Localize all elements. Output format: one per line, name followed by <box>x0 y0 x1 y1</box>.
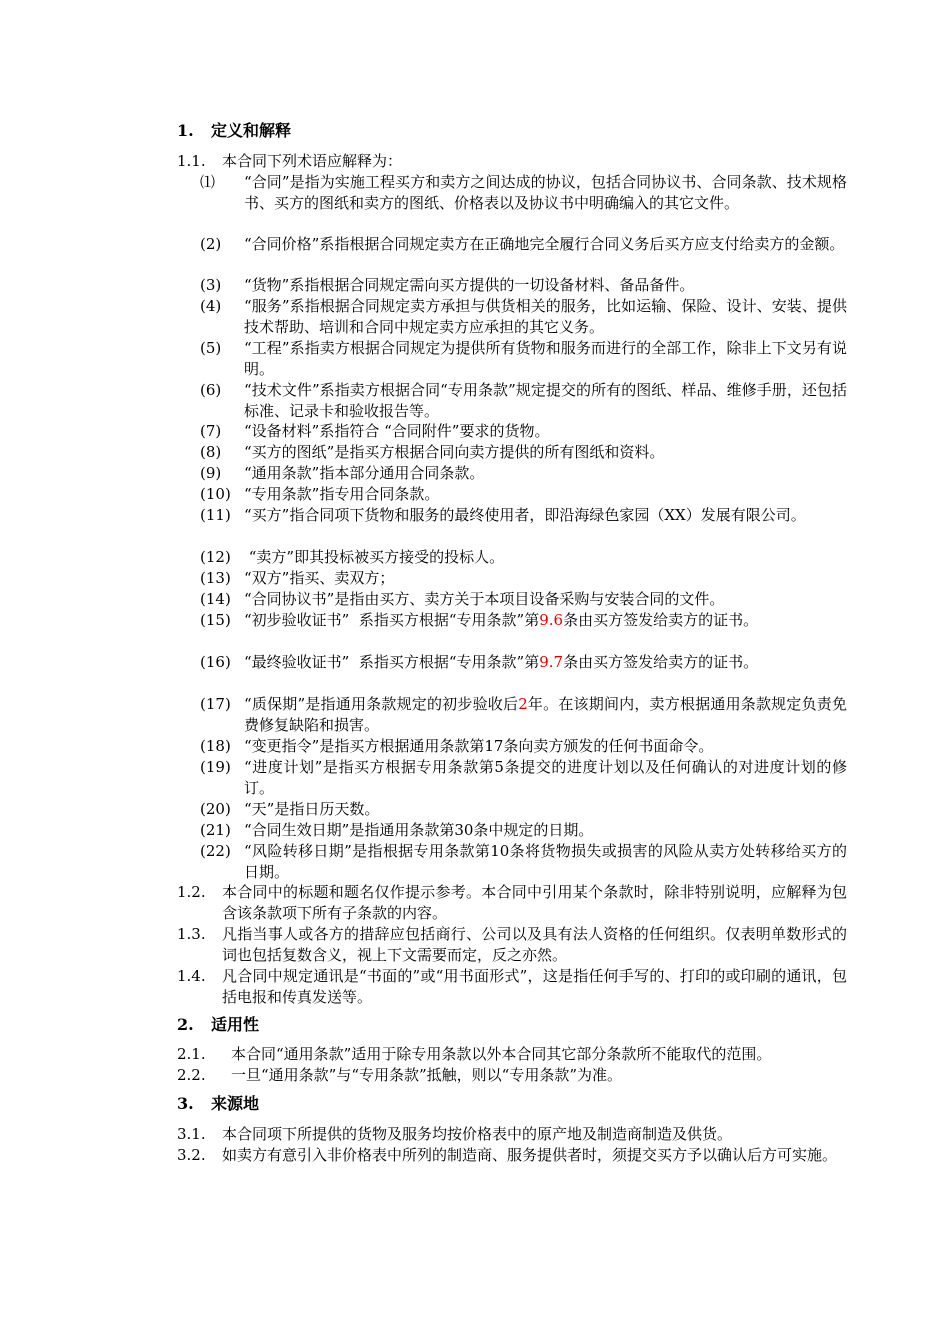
clause-text: 凡指当事人或各方的措辞应包括商行、公司以及具有法人资格的任何组织。仅表明单数形式的词也包括复数含义，视上下文需要而定，反之亦然。 <box>222 925 847 964</box>
definition-item-3 <box>200 275 847 296</box>
section-number: 2. <box>177 1015 194 1034</box>
item-text-post: 年。在该期间内，卖方根据通用条款规定负责免费修复缺陷和损害。 <box>244 695 847 734</box>
definition-item-7 <box>200 421 847 442</box>
item-text-post: 条由买方签发给卖方的证书。 <box>563 653 759 671</box>
clause-1-1 <box>177 151 847 172</box>
clause-number: 3.1. <box>177 1125 206 1143</box>
definition-item-13 <box>200 568 847 589</box>
section-number: 1. <box>177 121 194 140</box>
item-text: “进度计划”是指买方根据专用条款第5条提交的进度计划以及任何确认的对进度计划的修订。 <box>244 758 847 797</box>
clause-number: 1.1. <box>177 152 206 170</box>
item-number: (11) <box>200 506 231 524</box>
clause-text: 本合同“通用条款”适用于除专用条款以外本合同其它部分条款所不能取代的范围。 <box>231 1045 772 1063</box>
definition-item-8 <box>200 442 847 463</box>
item-number: (22) <box>200 842 231 860</box>
clause-2-2 <box>177 1065 847 1086</box>
item-number: (6) <box>200 381 222 399</box>
item-number: (17) <box>200 695 231 713</box>
clause-3-1 <box>177 1124 847 1145</box>
definition-item-20 <box>200 799 847 820</box>
item-number: (14) <box>200 590 231 608</box>
item-number: (10) <box>200 485 231 503</box>
clause-text: 如卖方有意引入非价格表中所列的制造商、服务提供者时，须提交买方予以确认后方可实施。 <box>222 1146 838 1164</box>
definition-item-19 <box>200 757 847 799</box>
definition-item-11 <box>200 505 847 526</box>
clause-1-3 <box>177 924 847 966</box>
item-text: “技术文件”系指卖方根据合同“专用条款”规定提交的所有的图纸、样品、维修手册，还包括标准、记录卡和验收报告等。 <box>244 381 847 420</box>
item-text-pre: “初步验收证书” 系指买方根据“专用条款”第 <box>244 611 540 629</box>
definition-item-16 <box>200 652 847 673</box>
item-text: “合同价格”系指根据合同规定卖方在正确地完全履行合同义务后买方应支付给卖方的金额。 <box>244 235 845 253</box>
item-number: (8) <box>200 443 222 461</box>
item-text <box>200 694 847 736</box>
clause-text: 本合同项下所提供的货物及服务均按价格表中的原产地及制造商制造及供货。 <box>222 1125 733 1143</box>
item-number: (16) <box>200 653 231 671</box>
item-text: “设备材料”系指符合 “合同附件”要求的货物。 <box>244 422 550 440</box>
definition-item-4 <box>200 296 847 338</box>
definition-item-21 <box>200 820 847 841</box>
definition-item-9 <box>200 463 847 484</box>
definition-item-18 <box>200 736 847 757</box>
clause-number: 2.1. <box>177 1045 206 1063</box>
item-text: “专用条款”指专用合同条款。 <box>244 485 440 503</box>
clause-1-4 <box>177 966 847 1008</box>
item-text-pre: “质保期”是指通用条款规定的初步验收后 <box>244 695 519 713</box>
item-text: “变更指令”是指买方根据通用条款第17条向卖方颁发的任何书面命令。 <box>244 737 714 755</box>
clause-reference-red: 9.7 <box>539 653 564 671</box>
item-text-post: 条由买方签发给卖方的证书。 <box>563 611 759 629</box>
definition-item-12 <box>200 547 847 568</box>
item-number: (15) <box>200 611 231 629</box>
definition-item-14 <box>200 589 847 610</box>
clause-1-2 <box>177 882 847 924</box>
section-title: 适用性 <box>211 1015 260 1034</box>
clause-reference-red: 9.6 <box>539 611 564 629</box>
item-text: “天”是指日历天数。 <box>244 800 380 818</box>
item-text: “双方”指买、卖双方； <box>244 569 395 587</box>
item-text: “货物”系指根据合同规定需向买方提供的一切设备材料、备品备件。 <box>244 276 695 294</box>
item-number: (4) <box>200 297 222 315</box>
item-text: “卖方”即其投标被买方接受的投标人。 <box>244 548 505 566</box>
item-text: “通用条款”指本部分通用合同条款。 <box>244 464 485 482</box>
clause-number: 1.2. <box>177 883 206 901</box>
clause-text: 本合同下列术语应解释为： <box>222 152 403 170</box>
clause-number: 1.4. <box>177 967 206 985</box>
definition-item-5 <box>200 338 847 380</box>
clause-text: 凡合同中规定通讯是“书面的”或“用书面形式”，这是指任何手写的、打印的或印刷的通讯，包括电报和传真发送等。 <box>222 967 847 1006</box>
item-text-pre: “最终验收证书” 系指买方根据“专用条款”第 <box>244 653 540 671</box>
section-heading-origin <box>177 1094 259 1114</box>
item-number: (21) <box>200 821 231 839</box>
item-number: (2) <box>200 235 222 253</box>
item-number: (5) <box>200 339 222 357</box>
section-heading-definitions <box>177 121 291 141</box>
clause-2-1 <box>177 1044 847 1065</box>
item-text: “合同协议书”是指由买方、卖方关于本项目设备采购与安装合同的文件。 <box>244 590 725 608</box>
clause-3-2 <box>177 1145 847 1166</box>
section-number: 3. <box>177 1094 194 1113</box>
definition-item-1 <box>200 172 847 214</box>
item-number: (7) <box>200 422 222 440</box>
item-number: (9) <box>200 464 222 482</box>
clause-number: 3.2. <box>177 1146 206 1164</box>
item-text: “买方的图纸”是指买方根据合同向卖方提供的所有图纸和资料。 <box>244 443 665 461</box>
clause-text: 本合同中的标题和题名仅作提示参考。本合同中引用某个条款时，除非特别说明，应解释为包含该条款项下所有子条款的内容。 <box>222 883 847 922</box>
item-number: (20) <box>200 800 231 818</box>
item-text: “风险转移日期”是指根据专用条款第10条将货物损失或损害的风险从卖方处转移给买方的日期。 <box>244 842 847 881</box>
clause-text: 一旦“通用条款”与“专用条款”抵触，则以“专用条款”为准。 <box>231 1066 623 1084</box>
clause-number: 1.3. <box>177 925 206 943</box>
definition-item-10 <box>200 484 847 505</box>
definition-item-15 <box>200 610 847 631</box>
clause-number: 2.2. <box>177 1066 206 1084</box>
item-number: (3) <box>200 276 222 294</box>
item-text <box>200 610 847 631</box>
section-heading-applicability <box>177 1015 259 1035</box>
item-number: (19) <box>200 758 231 776</box>
section-title: 来源地 <box>211 1094 260 1113</box>
item-text: “买方”指合同项下货物和服务的最终使用者，即沿海绿色家园（XX）发展有限公司。 <box>244 506 806 524</box>
item-number: (13) <box>200 569 231 587</box>
item-text: “合同生效日期”是指通用条款第30条中规定的日期。 <box>244 821 594 839</box>
item-text: “服务”系指根据合同规定卖方承担与供货相关的服务，比如运输、保险、设计、安装、提供技术帮助、培训和合同中规定卖方应承担的其它义务。 <box>244 297 847 336</box>
item-number: (12) <box>200 548 231 566</box>
item-text: “工程”系指卖方根据合同规定为提供所有货物和服务而进行的全部工作，除非上下文另有说明。 <box>244 339 847 378</box>
item-number: ⑴ <box>200 173 216 191</box>
item-number: (18) <box>200 737 231 755</box>
item-text <box>200 652 847 673</box>
item-text: “合同”是指为实施工程买方和卖方之间达成的协议，包括合同协议书、合同条款、技术规格书、买方的图纸和卖方的图纸、价格表以及协议书中明确编入的其它文件。 <box>244 173 847 212</box>
section-title: 定义和解释 <box>211 121 292 140</box>
warranty-years-red: 2 <box>518 695 528 713</box>
definition-item-22 <box>200 841 847 883</box>
definition-item-17 <box>200 694 847 736</box>
definition-item-6 <box>200 380 847 422</box>
definition-item-2 <box>200 234 847 255</box>
